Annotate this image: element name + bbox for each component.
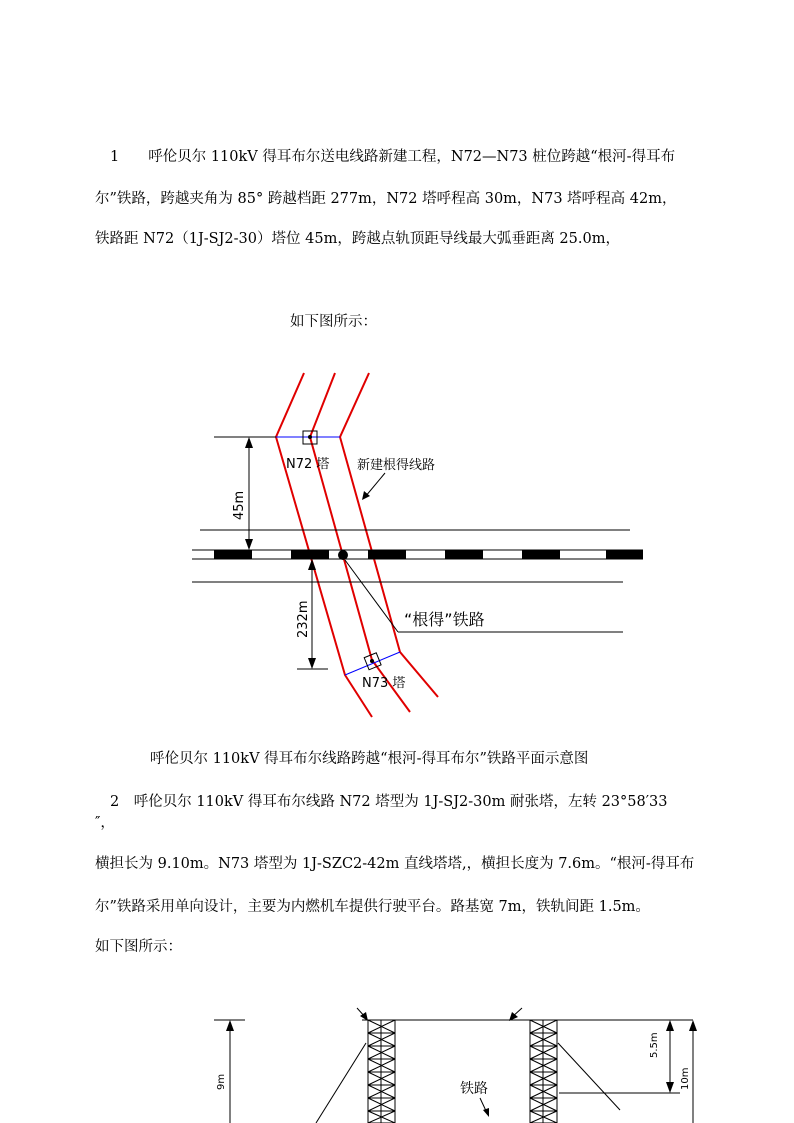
dim-5-5m-label: 5.5m [649,1032,660,1058]
intro-text-2: 如下图所示： [95,939,182,955]
dim-10m-label: 10m [680,1067,691,1090]
diagram1-caption: 呼伦贝尔 110kV 得耳布尔线路跨越“根河-得耳布尔”铁路平面示意图 [150,751,589,767]
right-lattice-tower [530,1020,557,1123]
right-slope-line [558,1043,620,1110]
paragraph2-line1b: ″， [95,815,115,831]
paragraph1-line3: 铁路距 N72（1J-SJ2-30）塔位 45m，跨越点轨顶距导线最大弧垂距离 25.0m， [95,231,620,247]
paragraph1-line1: 1 呼伦贝尔 110kV 得耳布尔送电线路新建工程，N72—N73 桩位跨越“根河-得耳布 [110,149,676,165]
tower-n73-label: N73 塔 [362,676,406,691]
dim-232m-label: 232m [296,600,311,638]
paragraph1-line2: 尔”铁路，跨越夹角为 85° 跨越档距 277m，N72 塔呼程高 30m，N73 塔呼程高 42m， [95,191,677,207]
dim-45m-label: 45m [232,490,247,520]
intro-text-1: 如下图所示： [290,314,377,330]
tower-n72-label: N72 塔 [286,457,330,472]
railway-label: “根得”铁路 [404,610,485,629]
new-line-label: 新建根得线路 [357,458,436,473]
paragraph2-line2: 横担长为 9.10m。N73 塔型为 1J-SZC2-42m 直线塔塔,，横担长度为 7.6m。“根河-得耳布 [95,856,695,872]
railway-section-label: 铁路 [460,1081,488,1097]
left-lattice-tower [368,1020,395,1123]
paragraph2-line3: 尔”铁路采用单向设计，主要为内燃机车提供行驶平台。路基宽 7m，铁轨间距 1.5m。 [95,899,650,915]
paragraph2-line1: 2 呼伦贝尔 110kV 得耳布尔线路 N72 塔型为 1J-SJ2-30m 耐张塔，左转 23°58′33 [110,794,668,810]
dim-9m-label: 9m [216,1073,227,1090]
left-slope-line [316,1043,366,1123]
